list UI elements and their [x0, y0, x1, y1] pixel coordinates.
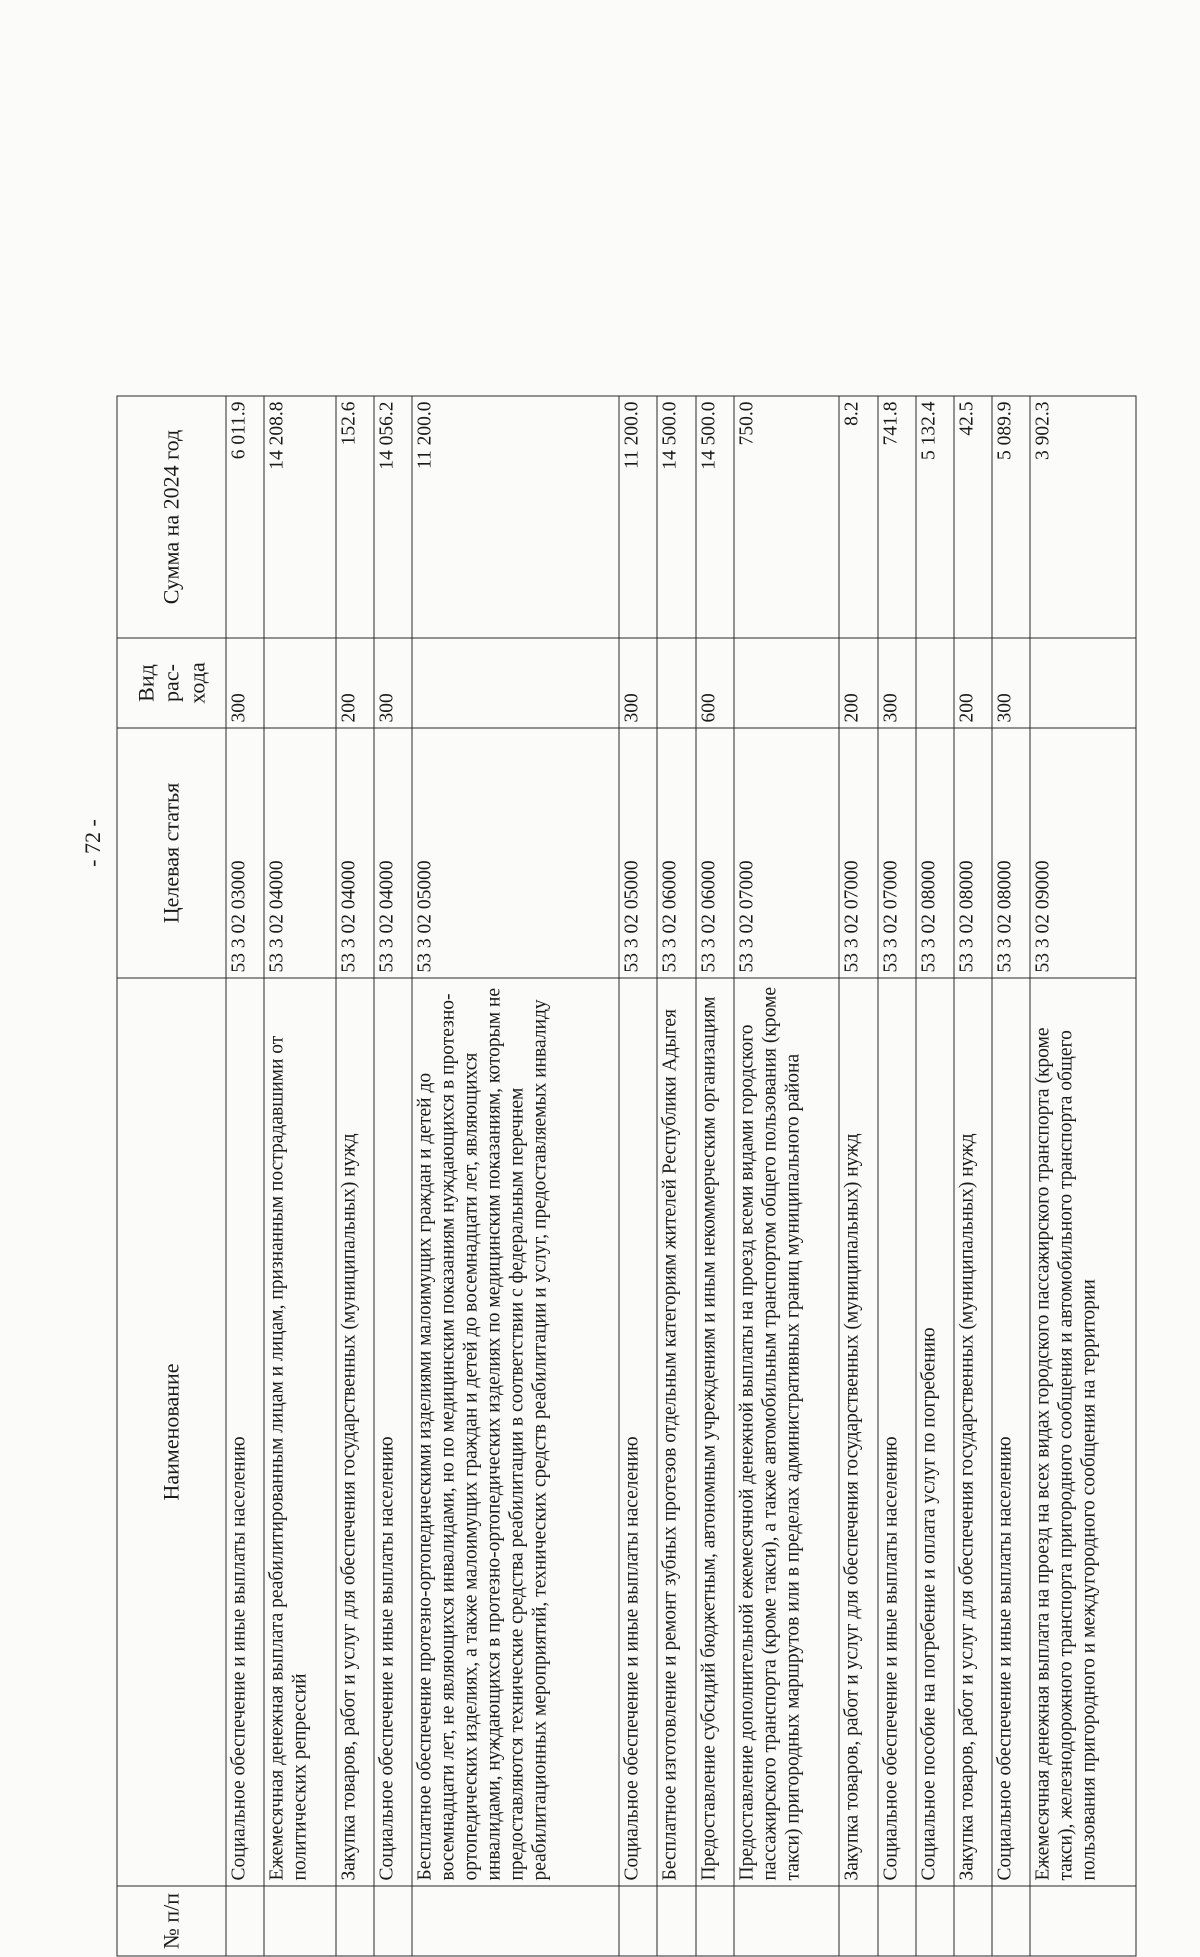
- table-row: [954, 396, 992, 1956]
- cell-name: Закупка товаров, работ и услуг для обеспечения государственных (муниципальных) нужд: [954, 978, 992, 1886]
- cell-code: 53 3 02 04000: [336, 728, 374, 978]
- cell-type: [412, 638, 619, 728]
- cell-num: [657, 1886, 695, 1956]
- cell-num: [336, 1886, 374, 1956]
- table-row: [992, 396, 1030, 1956]
- cell-num: [916, 1886, 954, 1956]
- cell-code: 53 3 02 04000: [374, 728, 412, 978]
- table-row: [412, 396, 619, 1956]
- table-row: [916, 396, 954, 1956]
- cell-name: Социальное пособие на погребение и оплата услуг по погребению: [916, 978, 954, 1886]
- cell-sum: 741.8: [878, 396, 916, 638]
- header-num: № п/п: [117, 1886, 226, 1956]
- budget-table: [117, 396, 1137, 1957]
- cell-code: 53 3 02 09000: [1030, 728, 1136, 978]
- cell-type: [264, 638, 336, 728]
- cell-num: [619, 1886, 657, 1956]
- cell-type: 300: [619, 638, 657, 728]
- cell-type: 200: [336, 638, 374, 728]
- cell-sum: 8.2: [839, 396, 877, 638]
- cell-name: Ежемесячная денежная выплата реабилитированным лицам и лицам, признанным пострадавшими от политических репрессий: [264, 978, 336, 1886]
- cell-code: 53 3 02 07000: [839, 728, 877, 978]
- cell-sum: 42.5: [954, 396, 992, 638]
- cell-code: 53 3 02 05000: [412, 728, 619, 978]
- cell-code: 53 3 02 04000: [264, 728, 336, 978]
- cell-code: 53 3 02 03000: [226, 728, 264, 978]
- cell-name: Ежемесячная денежная выплата на проезд на всех видах городского пассажирского транспорта (кроме такси), железнодорожного транспорта пригородного сообщения и автомобильного транспорта общего пользования пригородного и междугородного сообщения на территории: [1030, 978, 1136, 1886]
- cell-code: 53 3 02 08000: [954, 728, 992, 978]
- cell-num: [1030, 1886, 1136, 1956]
- table-row: [839, 396, 877, 1956]
- cell-sum: 152.6: [336, 396, 374, 638]
- table-header-row: [117, 396, 226, 1956]
- table-row: [696, 396, 734, 1956]
- cell-sum: 5 132.4: [916, 396, 954, 638]
- cell-num: [878, 1886, 916, 1956]
- cell-type: 300: [226, 638, 264, 728]
- cell-name: Бесплатное изготовление и ремонт зубных протезов отдельным категориям жителей Республики Адыгея: [657, 978, 695, 1886]
- header-type: Вид рас-хода: [117, 638, 226, 728]
- header-code: Целевая статья: [117, 728, 226, 978]
- cell-sum: 11 200.0: [619, 396, 657, 638]
- cell-name: Социальное обеспечение и иные выплаты населению: [226, 978, 264, 1886]
- table-body: [226, 396, 1136, 1956]
- cell-name: Социальное обеспечение и иные выплаты населению: [878, 978, 916, 1886]
- table-row: [226, 396, 264, 1956]
- cell-num: [374, 1886, 412, 1956]
- cell-code: 53 3 02 07000: [878, 728, 916, 978]
- cell-num: [734, 1886, 840, 1956]
- cell-code: 53 3 02 07000: [734, 728, 840, 978]
- cell-code: 53 3 02 06000: [696, 728, 734, 978]
- cell-code: 53 3 02 05000: [619, 728, 657, 978]
- cell-type: 200: [839, 638, 877, 728]
- cell-type: 200: [954, 638, 992, 728]
- cell-name: Бесплатное обеспечение протезно-ортопедическими изделиями малоимущих граждан и детей до восемнадцати лет, не являющихся инвалидами, но по медицинским показаниям нуждающихся в протезно-ортопедических изделиях, а также малоимущих граждан и детей до восемнадцати лет, являющихся инвалидами, нуждающихся в протезно-ортопедических изделиях по медицинским показаниям, которым не предоставляются технические средства реабилитации в соответствии с федеральным перечнем реабилитационных мероприятий, технических средств реабилитации и услуг, предоставляемых инвалиду: [412, 978, 619, 1886]
- cell-sum: 14 056.2: [374, 396, 412, 638]
- cell-name: Предоставление субсидий бюджетным, автономным учреждениям и иным некоммерческим организациям: [696, 978, 734, 1886]
- table-row: [374, 396, 412, 1956]
- cell-num: [264, 1886, 336, 1956]
- cell-sum: 5 089.9: [992, 396, 1030, 638]
- table-row: [878, 396, 916, 1956]
- cell-num: [839, 1886, 877, 1956]
- cell-code: 53 3 02 06000: [657, 728, 695, 978]
- cell-name: Предоставление дополнительной ежемесячной денежной выплаты на проезд всеми видами городского пассажирского транспорта (кроме такси), а также автомобильным транспортом общего пользования (кроме такси) пригородных маршрутов или в пределах административных границ муниципального района: [734, 978, 840, 1886]
- cell-sum: 3 902.3: [1030, 396, 1136, 638]
- cell-name: Социальное обеспечение и иные выплаты населению: [992, 978, 1030, 1886]
- cell-num: [992, 1886, 1030, 1956]
- cell-num: [954, 1886, 992, 1956]
- cell-sum: 11 200.0: [412, 396, 619, 638]
- table-row: [336, 396, 374, 1956]
- cell-type: [916, 638, 954, 728]
- cell-name: Социальное обеспечение и иные выплаты населению: [619, 978, 657, 1886]
- cell-num: [226, 1886, 264, 1956]
- cell-code: 53 3 02 08000: [992, 728, 1030, 978]
- table-row: [734, 396, 840, 1956]
- table-row: [1030, 396, 1136, 1956]
- cell-type: 300: [992, 638, 1030, 728]
- cell-sum: 14 208.8: [264, 396, 336, 638]
- cell-num: [412, 1886, 619, 1956]
- cell-sum: 14 500.0: [657, 396, 695, 638]
- cell-type: 300: [878, 638, 916, 728]
- cell-name: Социальное обеспечение и иные выплаты населению: [374, 978, 412, 1886]
- table-row: [657, 396, 695, 1956]
- cell-name: Закупка товаров, работ и услуг для обеспечения государственных (муниципальных) нужд: [839, 978, 877, 1886]
- cell-sum: 6 011.9: [226, 396, 264, 638]
- header-sum: Сумма на 2024 год: [117, 396, 226, 638]
- cell-type: [657, 638, 695, 728]
- header-name: Наименование: [117, 978, 226, 1886]
- page-number: - 72 -: [80, 819, 105, 867]
- table-row: [619, 396, 657, 1956]
- cell-type: [734, 638, 840, 728]
- cell-type: 300: [374, 638, 412, 728]
- cell-sum: 750.0: [734, 396, 840, 638]
- cell-name: Закупка товаров, работ и услуг для обеспечения государственных (муниципальных) нужд: [336, 978, 374, 1886]
- cell-num: [696, 1886, 734, 1956]
- cell-type: [1030, 638, 1136, 728]
- cell-sum: 14 500.0: [696, 396, 734, 638]
- table-row: [264, 396, 336, 1956]
- cell-code: 53 3 02 08000: [916, 728, 954, 978]
- cell-type: 600: [696, 638, 734, 728]
